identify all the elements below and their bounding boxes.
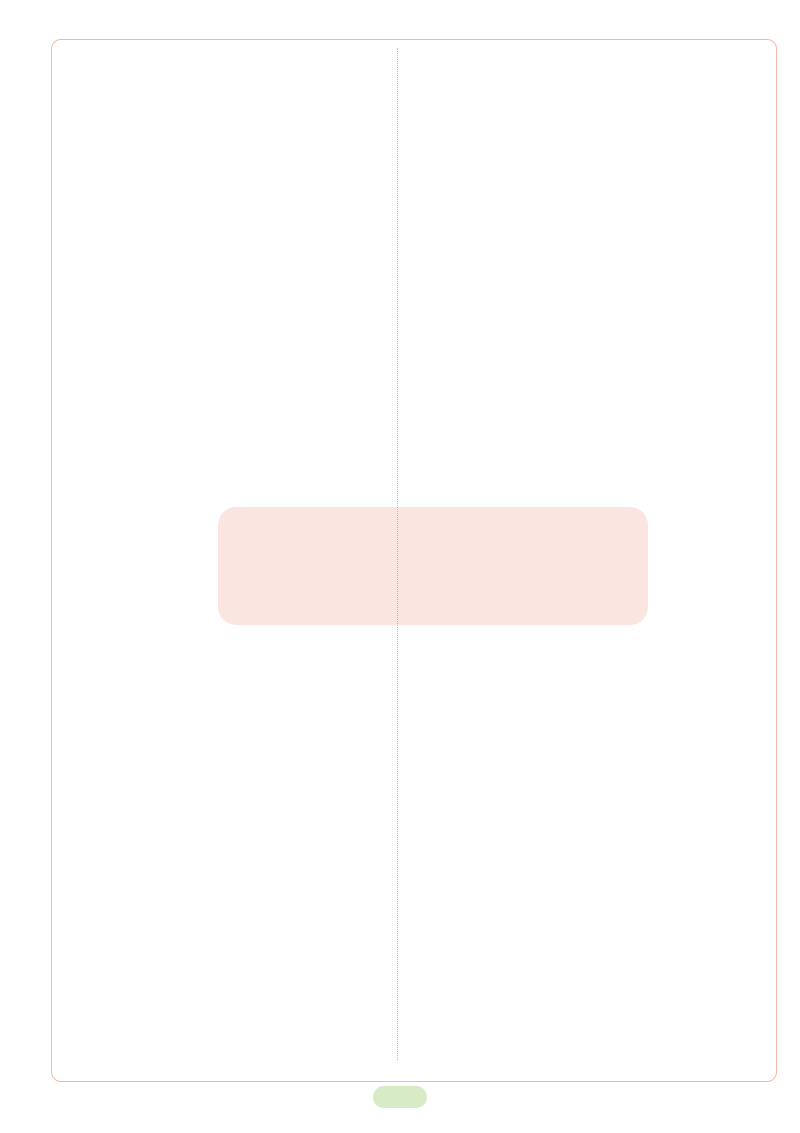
column-divider	[397, 48, 398, 1060]
page-frame	[51, 39, 777, 1082]
page-number-badge	[373, 1086, 427, 1108]
